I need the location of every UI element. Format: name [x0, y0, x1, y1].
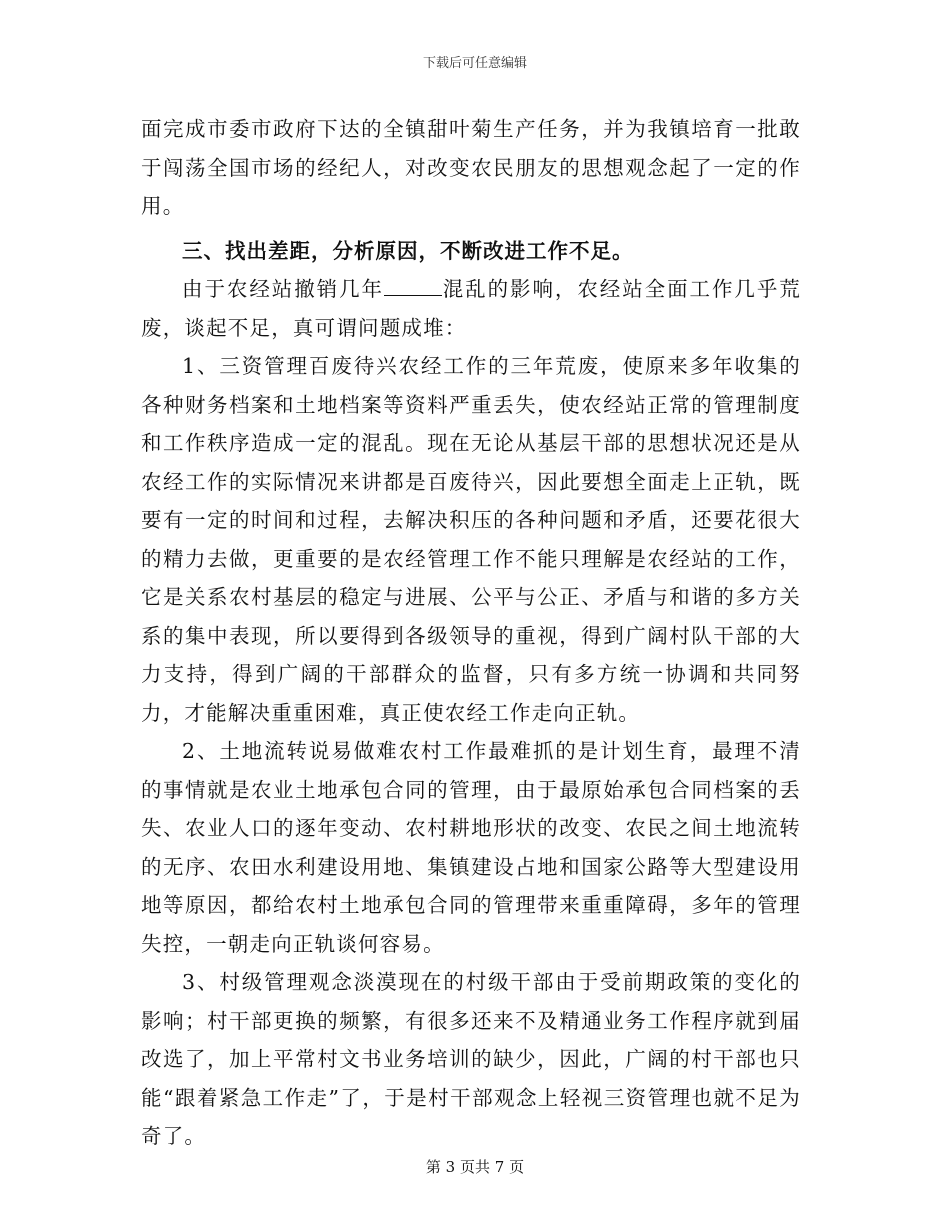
intro-text-part-1: 由于农经站撤销几年 — [182, 277, 384, 301]
intro-text-part-2: 混乱的影响，农经站全面工作几乎荒废，谈起不足，真可谓问题成堆： — [141, 277, 801, 340]
paragraph-item-2: 2、土地流转说易做难农村工作最难抓的是计划生育，最理不清的事情就是农业土地承包合同的管理，由于最原始承包合同档案的丢失、农业人口的逐年变动、农村耕地形状的改变、农民之间土地流转的无序、农田水利建设用地、集镇建设占地和国家公路等大型建设用地等原因，都给农村土地承包合同的管理带来重重障碍，多年的管理失控，一朝走向正轨谈何容易。 — [141, 739, 801, 956]
paragraph-intro — [141, 270, 801, 347]
blank-underline — [384, 275, 442, 297]
section-heading: 三、找出差距，分析原因，不断改进工作不足。 — [182, 238, 634, 263]
page-header: 下载后可任意编辑 — [422, 56, 527, 71]
page-footer: 第 3 页共 7 页 — [425, 1158, 525, 1176]
paragraph-item-3: 3、村级管理观念淡漠现在的村级干部由于受前期政策的变化的影响；村干部更换的频繁，有很多还来不及精通业务工作程序就到届改选了，加上平常村文书业务培训的缺少，因此，广阔的村干部也只能“跟着紧急工作走”了，于是村干部观念上轻视三资管理也就不足为奇了。 — [141, 970, 801, 1148]
document-body — [141, 110, 801, 1156]
paragraph-item-1: 1、三资管理百废待兴农经工作的三年荒废，使原来多年收集的各种财务档案和土地档案等资料严重丢失，使农经站正常的管理制度和工作秩序造成一定的混乱。现在无论从基层干部的思想状况还是从农经工作的实际情况来讲都是百废待兴，因此要想全面走上正轨，既要有一定的时间和过程，去解决积压的各种问题和矛盾，还要花很大的精力去做，更重要的是农经管理工作不能只理解是农经站的工作，它是关系农村基层的稳定与进展、公平与公正、矛盾与和谐的多方关系的集中表现，所以要得到各级领导的重视，得到广阔村队干部的大力支持，得到广阔的干部群众的监督，只有多方统一协调和共同努力，才能解决重重困难，真正使农经工作走向正轨。 — [141, 354, 801, 725]
paragraph-continuation: 面完成市委市政府下达的全镇甜叶菊生产任务，并为我镇培育一批敢于闯荡全国市场的经纪人，对改变农民朋友的思想观念起了一定的作用。 — [141, 117, 801, 218]
